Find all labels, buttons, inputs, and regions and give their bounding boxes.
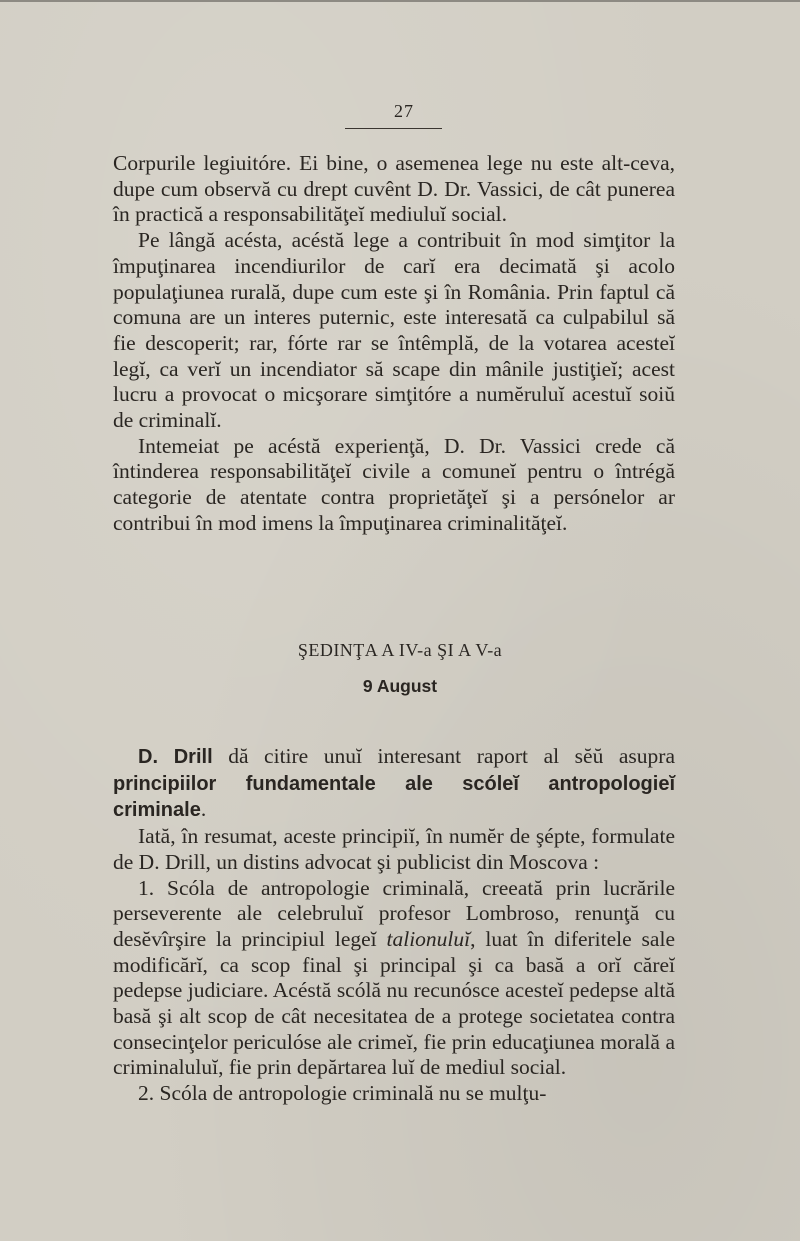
page-top-edge: [0, 0, 800, 2]
speaker-name: D. Drill: [138, 746, 213, 768]
paragraph-6-text-b: , luat în diferitele sale modificărĭ, ca scop final şi principal şi ca basă a orĭ căreĭ pedepse judiciare. Acéstă scólă nu recunósce acesteĭ pedepse altă basă şi alt scop de cât necesitatea de a protege societatea contra consecinţelor periculóse ale crimeĭ, fie prin educaţiunea morală a criminaluluĭ, fie prin depărtarea luĭ de mediul social.: [113, 926, 675, 1080]
report-topic: principiilor fundamentale ale scóleĭ antropologieĭ criminale: [113, 772, 675, 822]
paragraph-3: Intemeiat pe acéstă experienţă, D. Dr. Vassici crede că întinderea responsabilităţeĭ civile a comuneĭ pentru o întrégă categorie de atentate contra proprietăţeĭ şi a persónelor ar contribui în mod imens la împuţinarea criminalităţeĭ.: [113, 433, 675, 535]
italic-term: talionuluĭ: [386, 926, 471, 951]
text-block-before-section: [113, 151, 675, 537]
header-rule: [345, 128, 442, 129]
section-title: ŞEDINŢA A IV-a ŞI A V-a: [297, 640, 503, 660]
section-date: 9 August: [362, 676, 438, 696]
paragraph-1: Corpurile legiuitóre. Ei bine, o asemenea lege nu este alt-ceva, dupe cum observă cu drept cuvênt D. Dr. Vassici, de cât punerea în practică a responsabilităţeĭ mediuluĭ social.: [113, 151, 675, 227]
paragraph-4-text-b: .: [200, 797, 207, 822]
text-block-after-section: [113, 744, 675, 1107]
paragraph-6-text-a: 1. Scóla de antropologie criminală, creeată prin lucrările perseverente ale celebruluĭ profesor Lombroso, renunţă cu desĕvîrşire la principiul legeĭ: [113, 875, 675, 951]
paragraph-2: Pe lângă acésta, acéstă lege a contribuit în mod simţitor la împuţinarea incendiurilor de carĭ era decimată şi acolo populaţiunea rurală, dupe cum este şi în România. Prin faptul că comuna are un interes puternic, este interesată ca culpabilul să fie descoperit; rar, fórte rar se întêmplă, de la votarea acesteĭ legĭ, ca verĭ un incendiator să scape din mânile justiţieĭ; acest lucru a provocat o micşorare simţitóre a numĕruluĭ acestuĭ soiŭ de criminalĭ.: [113, 228, 675, 433]
paragraph-4-text-a: dă citire unuĭ interesant raport al sĕŭ asupra: [212, 744, 675, 768]
paragraph-6: [113, 876, 675, 1082]
paragraph-5: Iată, în resumat, aceste principiĭ, în numĕr de şépte, formulate de D. Drill, un distins advocat şi publicist din Moscova :: [113, 824, 675, 874]
paragraph-7: 2. Scóla de antropologie criminală nu se mulţu-: [138, 1081, 547, 1106]
paragraph-4: [113, 744, 675, 824]
page-number: 27: [394, 101, 414, 121]
